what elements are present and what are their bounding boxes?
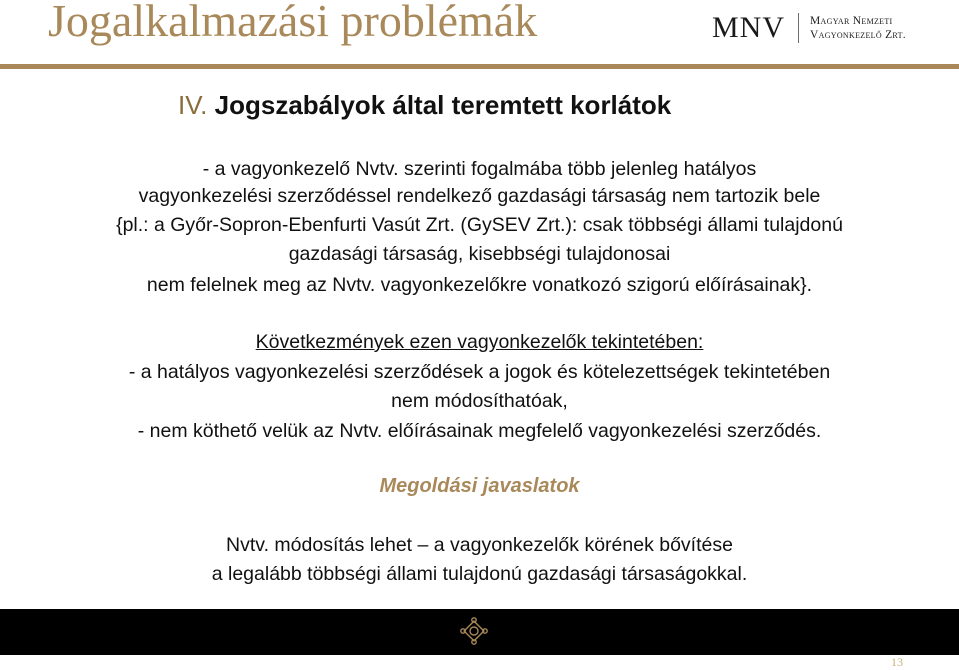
ornament-icon xyxy=(459,616,489,646)
section-roman-numeral: IV. xyxy=(178,90,208,120)
logo-name-line2: Vagyonkezelő Zrt. xyxy=(810,29,906,41)
slide-title: Jogalkalmazási problémák xyxy=(48,0,538,46)
consequence-line: nem módosíthatóak, xyxy=(391,390,568,412)
logo-abbreviation: MNV xyxy=(712,11,786,44)
paragraph-line: gazdasági társaság, kisebbségi tulajdonosai xyxy=(288,243,671,265)
header-divider xyxy=(0,64,959,69)
section-title: Jogszabályok által teremtett korlátok xyxy=(214,90,672,120)
logo-separator xyxy=(798,13,799,43)
mnv-logo xyxy=(712,10,906,46)
logo-company-name xyxy=(810,14,906,42)
consequence-line: - a hatályos vagyonkezelési szerződések a jogok és kötelezettségek tekintetében xyxy=(128,361,831,383)
proposal-line: a legalább többségi állami tulajdonú gazdasági társaságokkal. xyxy=(211,563,748,585)
paragraph-line: {pl.: a Győr-Sopron-Ebenfurti Vasút Zrt. (GySEV Zrt.): csak többségi állami tulajdonú xyxy=(116,214,843,236)
proposals-heading: Megoldási javaslatok xyxy=(379,475,580,497)
paragraph-line: nem felelnek meg az Nvtv. vagyonkezelőkre vonatkozó szigorú előírásainak}. xyxy=(146,274,813,296)
paragraph-line: vagyonkezelési szerződéssel rendelkező gazdasági társaság nem tartozik bele xyxy=(138,185,821,207)
page-number: 13 xyxy=(891,655,903,669)
paragraph-line: - a vagyonkezelő Nvtv. szerinti fogalmába több jelenleg hatályos xyxy=(202,158,757,180)
consequences-heading: Következmények ezen vagyonkezelők tekintetében: xyxy=(255,331,704,353)
logo-name-line1: Magyar Nemzeti xyxy=(810,15,893,27)
section-heading xyxy=(178,90,671,121)
consequence-line: - nem köthető velük az Nvtv. előírásainak megfelelő vagyonkezelési szerződés. xyxy=(137,420,822,442)
proposal-line: Nvtv. módosítás lehet – a vagyonkezelők körének bővítése xyxy=(226,534,733,556)
